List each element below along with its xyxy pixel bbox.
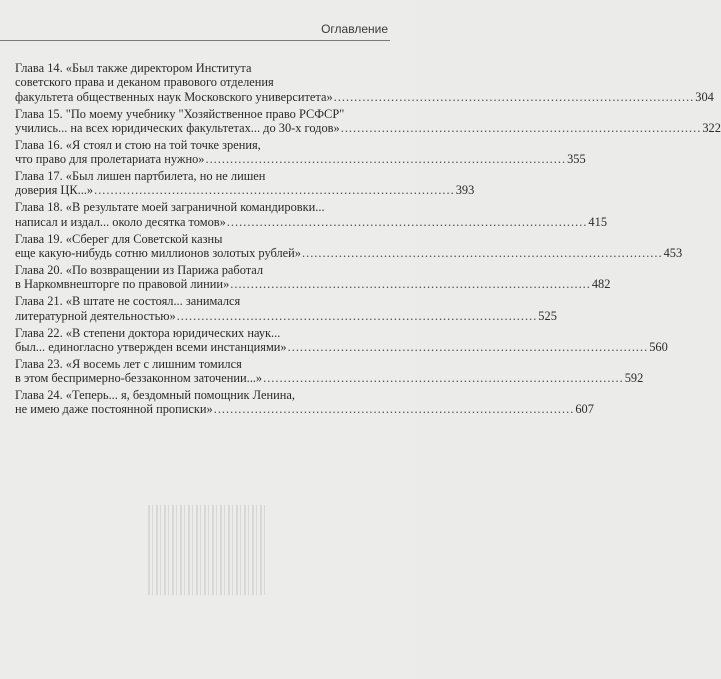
- toc-entry-line: Глава 21. «В штате не состоял... занимался: [15, 294, 241, 309]
- page-number: 393: [455, 183, 475, 198]
- leader-dots: ........................................................................................: [205, 152, 567, 167]
- toc-entry-line: Глава 15. "По моему учебнику "Хозяйственное право РСФСР": [15, 106, 345, 121]
- toc-entry-line: Глава 18. «В результате моей заграничной командировки...: [15, 200, 325, 215]
- page-number: 482: [591, 277, 611, 292]
- toc-entry-line: Глава 16. «Я стоял и стою на той точке зрения,: [15, 137, 261, 152]
- toc-entry-line: был... единогласно утвержден всеми инстанциями»: [15, 339, 287, 354]
- table-of-contents: [15, 61, 721, 419]
- page-number: 304: [695, 89, 714, 104]
- leader-dots: ........................................................................................: [176, 308, 538, 323]
- leader-dots: ........................................................................................: [287, 339, 649, 354]
- toc-entry-line: Глава 19. «Сберег для Советской казны: [15, 231, 223, 246]
- header-rule: [0, 40, 390, 41]
- running-header: Оглавление: [321, 22, 388, 36]
- toc-entry-line: факультета общественных наук Московского университета»: [15, 89, 333, 104]
- toc-entry-line: Глава 23. «Я восемь лет с лишним томился: [15, 356, 242, 371]
- page-number: 322: [702, 120, 721, 135]
- leader-dots: ........................................................................................: [213, 402, 575, 417]
- toc-entry-line: написал и издал... около десятка томов»: [15, 214, 226, 229]
- toc-entry-line: в этом беспримерно-беззаконном заточении...»: [15, 371, 263, 386]
- toc-entry-line: литературной деятельностью»: [15, 308, 176, 323]
- toc-entry-line: учились... на всех юридических факультетах... до 30-х годов»: [15, 120, 340, 135]
- leader-dots: ........................................................................................: [333, 89, 695, 104]
- toc-entry-line: советского права и деканом правового отделения: [15, 75, 274, 90]
- toc-entry-line: что право для пролетариата нужно»: [15, 152, 205, 167]
- page-number: 607: [575, 402, 594, 417]
- toc-entry-16: [15, 137, 586, 167]
- toc-entry-line: в Наркомвнешторге по правовой линии»: [15, 277, 230, 292]
- page-number: 415: [588, 214, 608, 229]
- toc-entry-line: Глава 22. «В степени доктора юридических наук...: [15, 325, 281, 340]
- toc-entry-21: [15, 294, 557, 323]
- toc-entry-24: [15, 388, 594, 417]
- page-number: 453: [663, 246, 683, 260]
- leader-dots: ........................................................................................: [226, 214, 588, 229]
- leader-dots: ........................................................................................: [340, 120, 702, 135]
- leader-dots: ........................................................................................: [230, 277, 591, 292]
- toc-entry-15: [15, 106, 721, 136]
- toc-entry-20: [15, 262, 611, 292]
- toc-entry-17: [15, 169, 475, 198]
- bleed-through-barcode: [148, 505, 268, 595]
- toc-entry-line: Глава 20. «По возвращении из Парижа работал: [15, 262, 264, 277]
- page-number: 525: [538, 308, 557, 323]
- toc-entry-line: не имею даже постоянной прописки»: [15, 402, 213, 417]
- toc-entry-18: [15, 200, 608, 229]
- toc-entry-22: [15, 325, 668, 355]
- page-number: 592: [624, 371, 644, 386]
- leader-dots: ........................................................................................: [94, 183, 455, 198]
- toc-entry-line: Глава 17. «Был лишен партбилета, но не лишен: [15, 169, 266, 184]
- page-number: 560: [649, 339, 668, 354]
- leader-dots: ........................................................................................: [263, 371, 624, 386]
- page-number: 355: [567, 152, 586, 167]
- toc-entry-line: Глава 24. «Теперь... я, бездомный помощник Ленина,: [15, 388, 295, 403]
- toc-entry-line: доверия ЦК...»: [15, 183, 94, 198]
- toc-entry-line: еще какую-нибудь сотню миллионов золотых рублей»: [15, 246, 301, 260]
- leader-dots: ........................................................................................: [302, 246, 663, 260]
- toc-entry-23: [15, 356, 644, 386]
- toc-entry-14: [15, 61, 714, 104]
- toc-entry-19: [15, 231, 683, 261]
- toc-entry-line: Глава 14. «Был также директором Института: [15, 61, 252, 75]
